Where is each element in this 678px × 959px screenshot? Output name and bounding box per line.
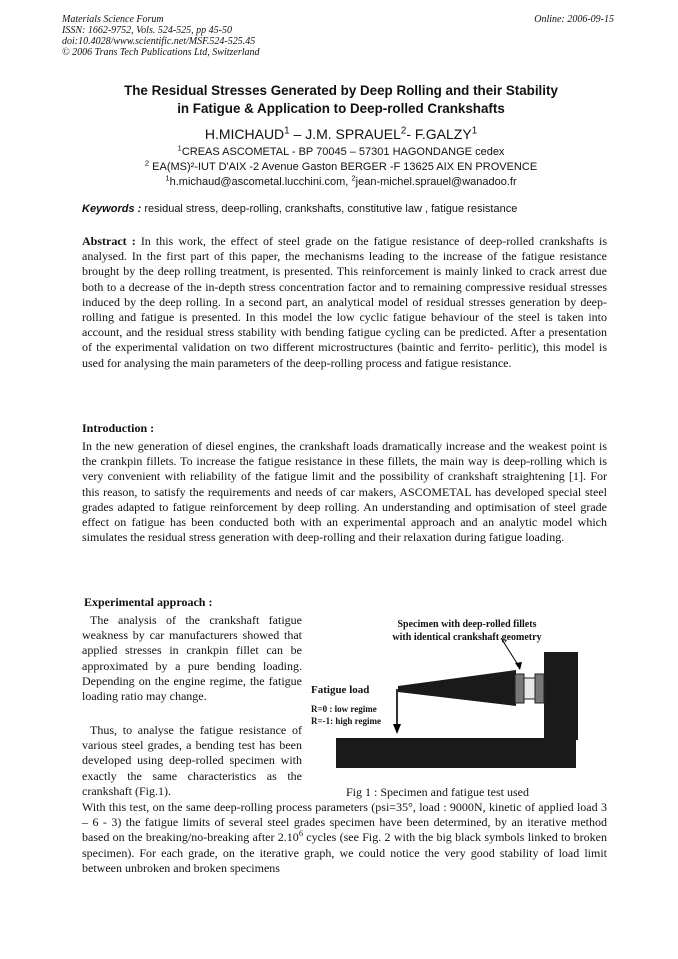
introduction-text: In the new generation of diesel engines, the crankshaft loads dramatically increase and the weakest point is the crankpin fillets. To increase the fatigue resistance in these fillets, the main way is deep-rolling which is very convenient with reliability of the fatigue limit and the possibility of crankshaft straightening [1]. For this reason, to satisfy the requirements and needs of car makers, ASCOMETAL has developed special steel grades adapted to fatigue reinforcement by deep rolling. An understanding and optimisation of steel grade effect on fatigue has been conducted both with an experimental approach and an analytic model which simulates the residual stress generation with deep-rolling and their relaxation during fatigue loading.	[82, 439, 607, 545]
regime-high-label: R=-1: high regime	[311, 716, 381, 726]
experimental-para-3a: With this test, on the same deep-rolling process parameters (psi=35°, load : 9000N, kinetic of applied load 3 – 6 - 3) the fatigue limits of several steel grades specimen have been determined, by an iterative method based on the breaking/no-breaking after 2.10	[82, 800, 607, 845]
keywords-label: Keywords :	[82, 203, 142, 215]
fatigue-load-label: Fatigue load	[311, 684, 370, 696]
experimental-para-3	[82, 800, 607, 876]
aff-2-sup: 2	[144, 158, 150, 168]
keywords	[82, 203, 622, 215]
specimen-label-2: with identical crankshaft geometry	[392, 632, 542, 643]
journal-header	[62, 14, 260, 58]
cycles-exponent: 6	[298, 829, 303, 839]
affiliation-2	[60, 158, 622, 173]
author-2: – J.M. SPRAUEL	[289, 126, 401, 142]
author-3: - F.GALZY	[406, 126, 472, 142]
regime-low-label: R=0 : low regime	[311, 704, 377, 714]
title-line-1: The Residual Stresses Generated by Deep Rolling and their Stability	[124, 83, 558, 98]
author-1: H.MICHAUD	[204, 126, 285, 142]
abstract-text: In this work, the effect of steel grade on the fatigue resistance of deep-rolled crankshafts is analysed. In the first part of this paper, the mechanisms leading to the increase of the fatigue resistance brought by the deep rolling treatment, is presented. This reinforcement is mainly linked to crack arrest due both to a decrease of the in-depth stress concentration factor and to remaining compressive residual stresses induced by the deep rolling. In a second part, an analytical model of residual stresses generation by deep-rolling and fatigue is presented. In this model the low cyclic fatigue behaviour of the steel is taken into account, and the residual stress stability with bending fatigue cycling can be predicted. After a presentation of the experimental validation on two different microstructures (baintic and ferrito- perlitic), this model is used for analysing the main parameters of the deep-rolling process and fatigue resistance.	[82, 234, 607, 370]
aff-2-text: EA(MS)²-IUT D'AIX -2 Avenue Gaston BERGER -F 13625 AIX EN PROVENCE	[149, 161, 538, 173]
author-1-affil: 1	[284, 125, 290, 137]
experimental-para-2: Thus, to analyse the fatigue resistance of various steel grades, a bending test has been developed using deep-rolled specimen with exactly the same characteristics as the crankshaft (Fig.1).	[82, 723, 302, 798]
affiliation-1	[60, 143, 622, 158]
email-2-sup: 2	[351, 173, 356, 183]
figure-1-caption: Fig 1 : Specimen and fatigue test used	[346, 785, 529, 799]
copyright: © 2006 Trans Tech Publications Ltd, Switzerland	[62, 47, 260, 58]
fillet-ring-1	[515, 674, 524, 703]
abstract	[82, 234, 607, 371]
pointer-head	[515, 662, 522, 670]
issn: ISSN: 1662-9752, Vols. 524-525, pp 45-50	[62, 25, 232, 36]
specimen-neck	[524, 678, 536, 699]
experimental-para-1: The analysis of the crankshaft fatigue weakness by car manufacturers showed that applied stresses in crankpin fillet can be approximated by a pure bending loading. Depending on the engine regime, the fatigue loading ratio may change.	[82, 613, 302, 704]
keywords-text: residual stress, deep-rolling, crankshafts, constitutive law , fatigue resistance	[141, 203, 518, 215]
author-3-affil: 1	[471, 125, 478, 137]
support-block	[544, 652, 578, 740]
author-emails	[60, 173, 622, 188]
base-plate	[336, 738, 576, 768]
paper-title	[60, 82, 622, 118]
load-arrow-head	[393, 724, 401, 734]
experimental-para-3b: cycles (see Fig. 2 with the big black symbols linked to broken specimen). For each grade, on the iterative graph, we could notice the very good stability of load limit between unbroken and broken specimens	[82, 830, 607, 875]
author-2-affil: 2	[400, 125, 407, 137]
specimen-label-1: Specimen with deep-rolled fillets	[397, 619, 537, 630]
experimental-heading: Experimental approach :	[84, 595, 213, 609]
email-1-sup: 1	[165, 173, 170, 183]
introduction-heading: Introduction :	[82, 421, 155, 435]
journal-name: Materials Science Forum	[62, 14, 164, 25]
fillet-ring-2	[535, 674, 544, 703]
aff-1-sup: 1	[177, 143, 182, 153]
figure-1	[306, 612, 588, 784]
aff-1-text: CREAS ASCOMETAL - BP 70045 – 57301 HAGONDANGE cedex	[181, 146, 505, 158]
title-line-2: in Fatigue & Application to Deep-rolled Crankshafts	[177, 101, 505, 116]
abstract-label: Abstract :	[82, 234, 136, 248]
email-2: jean-michel.sprauel@wanadoo.fr	[355, 176, 517, 188]
email-1: h.michaud@ascometal.lucchini.com,	[169, 176, 352, 188]
authors	[60, 126, 622, 142]
online-date: Online: 2006-09-15	[534, 14, 614, 25]
specimen-body	[398, 670, 516, 706]
doi: doi:10.4028/www.scientific.net/MSF.524-525.45	[62, 36, 256, 47]
